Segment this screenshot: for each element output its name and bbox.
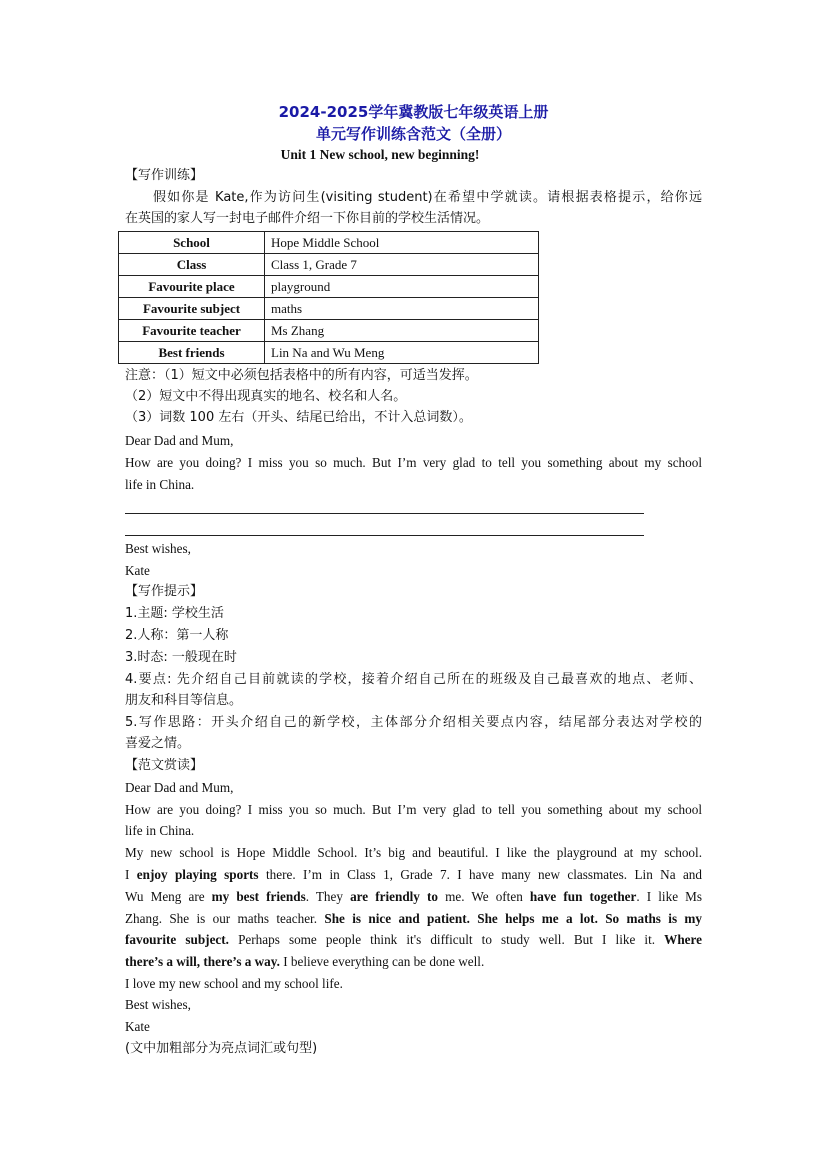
- table-row: [119, 254, 539, 276]
- table-row: [119, 320, 539, 342]
- letter-intro-line-1: How are you doing? I miss you so much. But I’m very glad to tell you something about my school: [125, 455, 702, 470]
- table-label: School: [119, 232, 265, 254]
- section-model-heading: 【范文赏读】: [125, 758, 204, 773]
- hint-line: 2.人称：第一人称: [125, 628, 229, 643]
- table-value: Hope Middle School: [265, 232, 539, 254]
- doc-title-line2: 单元写作训练含范文（全册）: [315, 125, 511, 143]
- model-body-line-5: [125, 930, 702, 950]
- table-value: Lin Na and Wu Meng: [265, 342, 539, 364]
- writing-line: [125, 535, 644, 536]
- text-run: . They: [305, 889, 351, 904]
- text-run: . I like Ms: [636, 889, 702, 904]
- prompt-line-2: 在英国的家人写一封电子邮件介绍一下你目前的学校生活情况。: [125, 211, 490, 226]
- text-run: Wu Meng are: [125, 889, 212, 904]
- hint-line: 喜爱之情。: [125, 736, 191, 751]
- highlight-phrase: my best friends: [211, 889, 306, 904]
- highlight-phrase: have fun together: [529, 889, 637, 904]
- table-row: [119, 232, 539, 254]
- table-label: Best friends: [119, 342, 265, 364]
- text-run: Perhaps some people think it's difficult to study well. But I like it.: [228, 932, 665, 947]
- hint-line: 5.写作思路：开头介绍自己的新学校，主体部分介绍相关要点内容，结尾部分表达对学校的: [125, 715, 702, 730]
- table-label: Favourite teacher: [119, 320, 265, 342]
- note-line-3: （3）词数 100 左右（开头、结尾已给出，不计入总词数）。: [125, 410, 472, 425]
- table-row: [119, 298, 539, 320]
- letter-intro-line-2: life in China.: [125, 477, 195, 492]
- info-table: [118, 231, 539, 364]
- hint-line: 3.时态: 一般现在时: [125, 650, 237, 665]
- highlight-phrase: She is nice and patient. She helps me a lot. So maths is my: [324, 911, 702, 926]
- model-signature: Kate: [125, 1019, 150, 1034]
- text-run: there. I’m in Class 1, Grade 7. I have many new classmates. Lin Na and: [258, 867, 702, 882]
- table-value: Ms Zhang: [265, 320, 539, 342]
- table-value: Class 1, Grade 7: [265, 254, 539, 276]
- note-line-1: 注意：（1）短文中必须包括表格中的所有内容，可适当发挥。: [125, 368, 478, 383]
- highlight-phrase: there’s a will, there’s a way.: [125, 954, 280, 969]
- model-body-line-7: I love my new school and my school life.: [125, 976, 343, 991]
- note-line-2: （2）短文中不得出现真实的地名、校名和人名。: [125, 389, 407, 404]
- model-body-line-2: [125, 865, 702, 885]
- table-label: Favourite subject: [119, 298, 265, 320]
- section-training-heading: 【写作训练】: [125, 168, 204, 183]
- table-value: playground: [265, 276, 539, 298]
- section-hints-heading: 【写作提示】: [125, 584, 204, 599]
- table-label: Class: [119, 254, 265, 276]
- model-body-line-6: [125, 952, 484, 972]
- highlight-phrase: favourite subject.: [125, 932, 229, 947]
- text-run: me. We often: [438, 889, 530, 904]
- doc-title-line1: 2024-2025学年冀教版七年级英语上册: [278, 103, 549, 121]
- letter-greeting: Dear Dad and Mum,: [125, 433, 234, 448]
- model-closing: Best wishes,: [125, 997, 191, 1012]
- highlight-phrase: enjoy playing sports: [136, 867, 259, 882]
- hint-line: 朋友和科目等信息。: [125, 693, 243, 708]
- model-intro-line-2: life in China.: [125, 823, 195, 838]
- table-row: [119, 276, 539, 298]
- letter-signature: Kate: [125, 563, 150, 578]
- table-value: maths: [265, 298, 539, 320]
- model-body-line-1: My new school is Hope Middle School. It’s big and beautiful. I like the playground at my school.: [125, 845, 702, 860]
- table-label: Favourite place: [119, 276, 265, 298]
- text-run: I believe everything can be done well.: [279, 954, 485, 969]
- table-row: [119, 342, 539, 364]
- letter-closing: Best wishes,: [125, 541, 191, 556]
- writing-line: [125, 513, 644, 514]
- text-run: Zhang. She is our maths teacher.: [125, 911, 325, 926]
- hint-line: 4.要点: 先介绍自己目前就读的学校，接着介绍自己所在的班级及自己最喜欢的地点、老师、: [125, 672, 702, 687]
- text-run: I: [125, 867, 137, 882]
- footnote: (文中加粗部分为亮点词汇或句型): [125, 1041, 318, 1056]
- hint-line: 1.主题: 学校生活: [125, 606, 224, 621]
- prompt-line-1: 假如你是 Kate,作为访问生(visiting student)在希望中学就读。请根据表格提示，给你远: [153, 190, 702, 205]
- model-body-line-3: [125, 887, 702, 907]
- model-greeting: Dear Dad and Mum,: [125, 780, 234, 795]
- highlight-phrase: are friendly to: [350, 889, 438, 904]
- unit-heading: Unit 1 New school, new beginning!: [280, 147, 480, 162]
- highlight-phrase: Where: [664, 932, 702, 947]
- model-body-line-4: [125, 909, 702, 929]
- model-intro-line-1: How are you doing? I miss you so much. But I’m very glad to tell you something about my school: [125, 802, 702, 817]
